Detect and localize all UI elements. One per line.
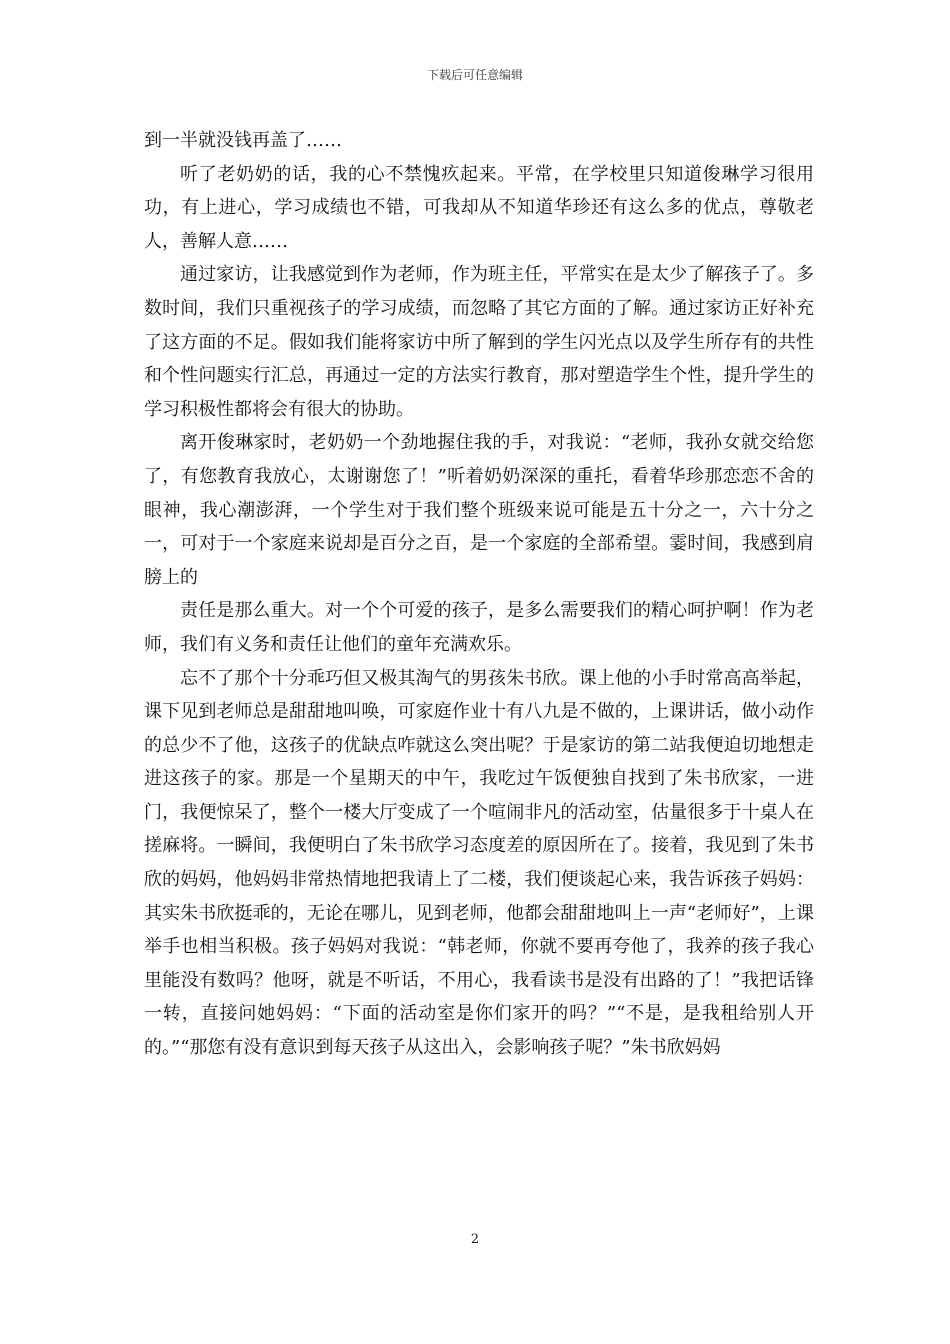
paragraph-1: 到一半就没钱再盖了…… bbox=[144, 130, 342, 151]
page-number: 2 bbox=[470, 1232, 480, 1247]
paragraph-4: 离开俊琳家时，老奶奶一个劲地握住我的手，对我说：“老师，我孙女就交给您了，有您教育我放心，太谢谢您了！”听着奶奶深深的重托，看着华珍那恋恋不舍的眼神，我心潮澎湃，一个学生对于我们整个班级来说可能是五十分之一，六十分之一，可对于一个家庭来说却是百分之百，是一个家庭的全部希望。霎时间，我感到肩膀上的 bbox=[144, 432, 814, 588]
paragraph-6: 忘不了那个十分乖巧但又极其淘气的男孩朱书欣。课上他的小手时常高高举起，课下见到老师总是甜甜地叫唤，可家庭作业十有八九是不做的，上课讲话，做小动作的总少不了他，这孩子的优缺点咋就这么突出呢？于是家访的第二站我便迫切地想走进这孩子的家。那是一个星期天的中午，我吃过午饭便独自找到了朱书欣家，一进门，我便惊呆了，整个一楼大厅变成了一个喧闹非凡的活动室，估量很多于十桌人在搓麻将。一瞬间，我便明白了朱书欣学习态度差的原因所在了。接着，我见到了朱书欣的妈妈，他妈妈非常热情地把我请上了二楼，我们便谈起心来，我告诉孩子妈妈：其实朱书欣挺乖的，无论在哪儿，见到老师，他都会甜甜地叫上一声“老师好”，上课举手也相当积极。孩子妈妈对我说：“韩老师，你就不要再夸他了，我养的孩子我心里能没有数吗？他呀，就是不听话，不用心，我看读书是没有出路的了！”我把话锋一转，直接问她妈妈：“下面的活动室是你们家开的吗？”“不是，是我租给别人开的。”“那您有没有意识到每天孩子从这出入，会影响孩子呢？”朱书欣妈妈 bbox=[144, 667, 814, 1059]
paragraph-5: 责任是那么重大。对一个个可爱的孩子，是多么需要我们的精心呵护啊！作为老师，我们有义务和责任让他们的童年充满欢乐。 bbox=[144, 600, 814, 655]
paragraph-3: 通过家访，让我感觉到作为老师，作为班主任，平常实在是太少了解孩子了。多数时间，我们只重视孩子的学习成绩，而忽略了其它方面的了解。通过家访正好补充了这方面的不足。假如我们能将家访中所了解到的学生闪光点以及学生所存有的共性和个性问题实行汇总，再通过一定的方法实行教育，那对塑造学生个性，提升学生的学习积极性都将会有很大的协助。 bbox=[144, 264, 814, 420]
paragraph-2: 听了老奶奶的话，我的心不禁愧疚起来。平常，在学校里只知道俊琳学习很用功，有上进心，学习成绩也不错，可我却从不知道华珍还有这么多的优点，尊敬老人，善解人意…… bbox=[144, 163, 814, 252]
document-body bbox=[144, 124, 814, 1065]
page-header: 下载后可任意编辑 bbox=[426, 68, 523, 82]
